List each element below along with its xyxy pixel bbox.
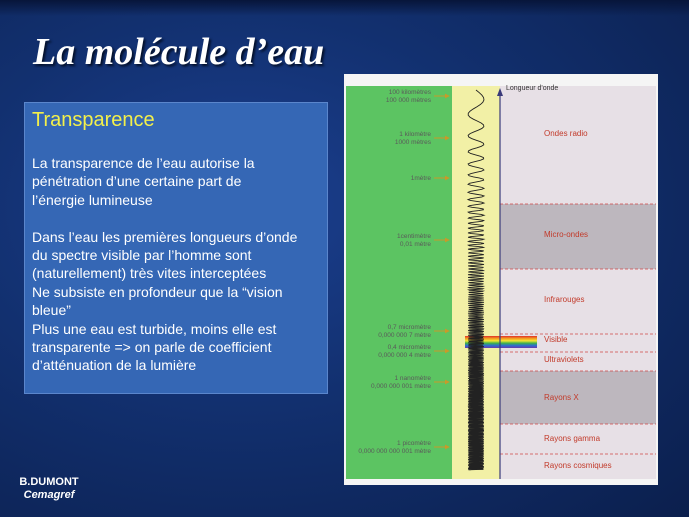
content-box <box>24 102 328 394</box>
band-label: Ultraviolets <box>544 355 584 364</box>
wavelength-label: 1 kilomètre <box>399 131 431 138</box>
band-label: Micro-ondes <box>544 230 589 239</box>
content-heading: Transparence <box>32 109 155 131</box>
band-label: Infrarouges <box>544 295 585 304</box>
wavelength-label: 100 000 mètres <box>385 97 431 104</box>
spectrum-figure <box>344 74 658 485</box>
credit-author: B.DUMONT <box>19 476 79 488</box>
content-body <box>32 154 328 375</box>
credit-organization: Cemagref <box>23 489 75 501</box>
band-label: Ondes radio <box>544 129 588 138</box>
credit <box>18 476 80 502</box>
wavelength-label: 0,01 mètre <box>399 241 431 248</box>
band-label: Rayons cosmiques <box>544 461 612 470</box>
wavelength-label: 0,000 000 000 001 mètre <box>358 448 431 455</box>
wavelength-label: 0,4 micromètre <box>387 344 431 351</box>
paragraph-wavelengths: Dans l’eau les premières longueurs d’onde du spectre visible par l’homme sont (naturellement) très vites interceptées Ne subsiste en profondeur que la “vision bleue” Plus une eau est turbide, moins elle est transparente => on parle de coefficient d’atténuation de la lumière <box>32 228 298 374</box>
wavelength-label: 1 nanomètre <box>394 375 431 382</box>
band-1 <box>500 86 656 204</box>
wavelength-label: 1 picomètre <box>397 440 431 447</box>
wavelength-label: 100 kilomètres <box>388 89 431 96</box>
axis-label: Longueur d'onde <box>506 85 559 92</box>
band-label: Visible <box>544 335 568 344</box>
wavelength-label: 0,000 000 001 mètre <box>371 383 431 390</box>
band-label: Rayons X <box>544 393 579 402</box>
spectrum-diagram <box>344 74 658 485</box>
wavelength-label: 0,000 000 4 mètre <box>378 352 431 359</box>
top-band <box>0 0 689 16</box>
wavelength-label: 1centimètre <box>397 233 431 240</box>
wavelength-label: 0,000 000 7 mètre <box>378 332 431 339</box>
band-label: Rayons gamma <box>544 434 601 443</box>
wavelength-label: 1mètre <box>410 175 431 182</box>
slide-title: La molécule d’eau <box>33 31 325 73</box>
wavelength-label: 0,7 micromètre <box>387 324 431 331</box>
paragraph-transparency: La transparence de l’eau autorise la pénétration d’une certaine part de l’énergie lumineuse <box>32 155 255 208</box>
wavelength-label: 1000 mètres <box>394 139 431 146</box>
